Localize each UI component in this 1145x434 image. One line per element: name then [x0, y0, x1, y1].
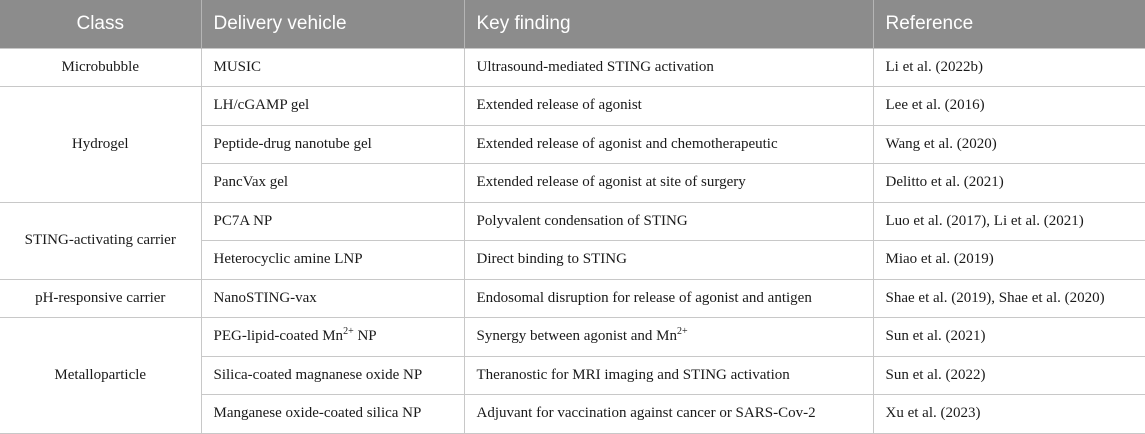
- finding-cell: Polyvalent condensation of STING: [464, 202, 873, 241]
- class-cell-metalloparticle: Metalloparticle: [0, 318, 201, 434]
- vehicle-cell: Silica-coated magnanese oxide NP: [201, 356, 464, 395]
- finding-cell: Extended release of agonist: [464, 87, 873, 126]
- class-cell-sting-carrier: STING-activating carrier: [0, 202, 201, 279]
- class-cell-microbubble: Microbubble: [0, 48, 201, 87]
- vehicle-text-suffix: NP: [353, 328, 377, 345]
- header-class: Class: [0, 0, 201, 48]
- table-row: [0, 279, 1145, 318]
- finding-cell: Extended release of agonist at site of surgery: [464, 164, 873, 203]
- table-body: [0, 48, 1145, 433]
- reference-cell: Xu et al. (2023): [873, 395, 1145, 434]
- table-row: [0, 87, 1145, 126]
- table-row: [0, 48, 1145, 87]
- finding-cell: Adjuvant for vaccination against cancer or SARS-Cov-2: [464, 395, 873, 434]
- finding-cell: Endosomal disruption for release of agonist and antigen: [464, 279, 873, 318]
- header-reference: Reference: [873, 0, 1145, 48]
- reference-cell: Miao et al. (2019): [873, 241, 1145, 280]
- reference-cell: Lee et al. (2016): [873, 87, 1145, 126]
- class-cell-ph-carrier: pH-responsive carrier: [0, 279, 201, 318]
- finding-cell: Direct binding to STING: [464, 241, 873, 280]
- table-row: [0, 202, 1145, 241]
- vehicle-cell: PC7A NP: [201, 202, 464, 241]
- header-row: [0, 0, 1145, 48]
- reference-cell: Luo et al. (2017), Li et al. (2021): [873, 202, 1145, 241]
- header-key-finding: Key finding: [464, 0, 873, 48]
- vehicle-cell: LH/cGAMP gel: [201, 87, 464, 126]
- vehicle-cell: Heterocyclic amine LNP: [201, 241, 464, 280]
- vehicle-cell: Manganese oxide-coated silica NP: [201, 395, 464, 434]
- vehicle-cell: [201, 318, 464, 357]
- vehicle-cell: Peptide-drug nanotube gel: [201, 125, 464, 164]
- vehicle-cell: PancVax gel: [201, 164, 464, 203]
- vehicle-cell: MUSIC: [201, 48, 464, 87]
- reference-cell: Delitto et al. (2021): [873, 164, 1145, 203]
- superscript-charge: 2+: [343, 326, 354, 338]
- header-delivery-vehicle: Delivery vehicle: [201, 0, 464, 48]
- finding-text: Synergy between agonist and Mn: [476, 328, 678, 345]
- reference-cell: Wang et al. (2020): [873, 125, 1145, 164]
- class-cell-hydrogel: Hydrogel: [0, 87, 201, 203]
- reference-cell: Sun et al. (2022): [873, 356, 1145, 395]
- finding-cell: [464, 318, 873, 357]
- vehicle-cell: NanoSTING-vax: [201, 279, 464, 318]
- table-row: [0, 318, 1145, 357]
- reference-cell: Li et al. (2022b): [873, 48, 1145, 87]
- table-header: [0, 0, 1145, 48]
- finding-cell: Theranostic for MRI imaging and STING activation: [464, 356, 873, 395]
- reference-cell: Shae et al. (2019), Shae et al. (2020): [873, 279, 1145, 318]
- finding-cell: Ultrasound-mediated STING activation: [464, 48, 873, 87]
- superscript-charge: 2+: [677, 326, 688, 338]
- vehicle-text: PEG-lipid-coated Mn: [213, 328, 344, 345]
- finding-cell: Extended release of agonist and chemotherapeutic: [464, 125, 873, 164]
- reference-cell: Sun et al. (2021): [873, 318, 1145, 357]
